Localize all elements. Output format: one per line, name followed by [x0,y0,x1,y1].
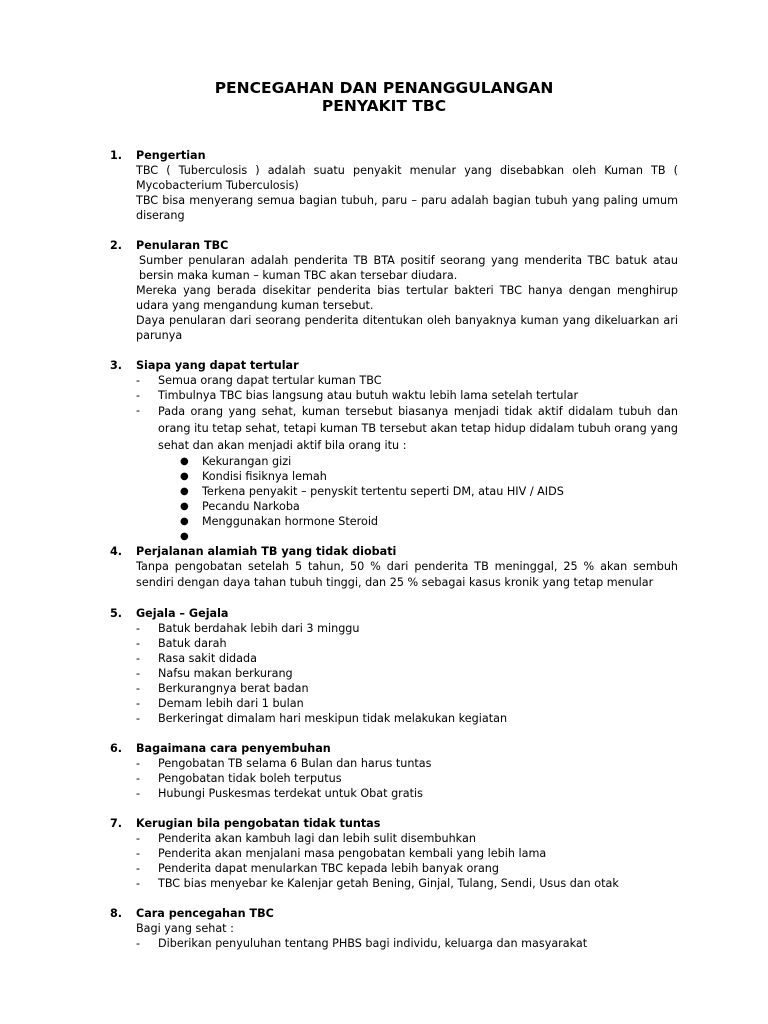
bullet-icon: ● [180,501,189,512]
section-title: Kerugian bila pengobatan tidak tuntas [136,817,381,830]
dash-marker: - [136,757,141,770]
dash-marker: - [136,389,141,402]
list-item: - Berkurangnya berat badan [136,682,309,695]
paragraph: Tanpa pengobatan setelah 5 tahun, 50 % dari penderita TB meninggal, 25 % akan sembuh sendiri dengan daya tahan tubuh tinggi, dan 25 % sebagai kasus kronik yang tetap menular [136,560,678,589]
section-title: Perjalanan alamiah TB yang tidak diobati [136,545,397,558]
list-item: - Penderita dapat menularkan TBC kepada lebih banyak orang [136,862,499,875]
dash-marker: - [136,404,141,417]
section-number: 5. [110,607,123,620]
dash-list [136,373,678,454]
document-title [0,79,768,115]
dash-marker: - [136,937,141,950]
dash-marker: - [136,652,141,665]
list-item: - Timbulnya TBC bias langsung atau butuh waktu lebih lama setelah tertular [136,389,579,402]
paragraph: Daya penularan dari seorang penderita ditentukan oleh banyaknya kuman yang dikeluarkan ari parunya [136,314,678,342]
section-heading [110,148,678,163]
list-item: - Semua orang dapat tertular kuman TBC [136,374,382,387]
dash-marker: - [136,772,141,785]
section-title: Pengertian [136,149,206,162]
section-number: 1. [110,149,123,162]
section-number: 6. [110,742,123,755]
section-number: 4. [110,545,123,558]
list-item: ● Pecandu Narkoba [180,500,300,513]
paragraph: Sumber penularan adalah penderita TB BTA positif seorang yang menderita TBC batuk atau bersin maka kuman – kuman TBC akan tersebar diudara. [139,254,678,282]
list-item: - Diberikan penyuluhan tentang PHBS bagi individu, keluarga dan masyarakat [136,937,588,950]
list-item: - Pada orang yang sehat, kuman tersebut biasanya menjadi tidak aktif didalam tubuh dan orang itu tetap sehat, tetapi kuman TB tersebut akan tetap hidup didalam tubuh orang yang sehat dan akan menjadi aktif bila orang itu : [136,404,678,452]
dash-marker: - [136,622,141,635]
list-item: ● Terkena penyakit – penyskit tertentu seperti DM, atau HIV / AIDS [180,485,564,498]
dash-marker: - [136,847,141,860]
section-penularan [110,238,678,343]
section-kerugian [110,816,678,891]
list-item: - Hubungi Puskesmas terdekat untuk Obat gratis [136,787,423,800]
section-heading [110,906,678,921]
dash-marker: - [136,862,141,875]
list-item: - TBC bias menyebar ke Kalenjar getah Bening, Ginjal, Tulang, Sendi, Usus dan otak [136,877,619,890]
dash-list [136,756,678,801]
bullet-icon: ● [180,531,189,542]
bullet-list [136,454,678,544]
paragraph: TBC bisa menyerang semua bagian tubuh, paru – paru adalah bagian tubuh yang paling umum diserang [136,194,678,222]
dash-list [136,621,678,726]
section-title: Penularan TBC [136,239,229,252]
dash-marker: - [136,637,141,650]
section-title: Gejala – Gejala [136,607,229,620]
list-item [180,529,678,544]
dash-marker: - [136,787,141,800]
list-item: - Demam lebih dari 1 bulan [136,697,304,710]
section-heading [110,358,678,373]
list-item: - Batuk berdahak lebih dari 3 minggu [136,622,360,635]
section-siapa-tertular [110,358,678,544]
list-item: - Pengobatan TB selama 6 Bulan dan harus tuntas [136,757,432,770]
section-heading [110,544,678,559]
bullet-icon: ● [180,456,189,467]
dash-marker: - [136,667,141,680]
dash-marker: - [136,712,141,725]
list-item: - Berkeringat dimalam hari meskipun tidak melakukan kegiatan [136,712,508,725]
bullet-icon: ● [180,516,189,527]
list-item: ● Kondisi fisiknya lemah [180,470,327,483]
section-penyembuhan [110,741,678,801]
list-item: - Penderita akan kambuh lagi dan lebih sulit disembuhkan [136,832,476,845]
dash-marker: - [136,697,141,710]
section-title: Cara pencegahan TBC [136,907,274,920]
title-line-2: PENYAKIT TBC [321,97,447,115]
bullet-icon: ● [180,486,189,497]
paragraph: Mereka yang berada disekitar penderita bias tertular bakteri TBC hanya dengan menghirup udara yang mengandung kuman tersebut. [136,284,678,312]
title-line-1: PENCEGAHAN DAN PENANGGULANGAN [214,79,554,97]
section-number: 3. [110,359,123,372]
section-pengertian [110,148,678,223]
bullet-icon: ● [180,471,189,482]
dash-marker: - [136,682,141,695]
section-heading [110,816,678,831]
document-content [110,148,678,966]
section-title: Bagaimana cara penyembuhan [136,742,331,755]
list-item: - Nafsu makan berkurang [136,667,293,680]
dash-marker: - [136,374,141,387]
section-gejala [110,606,678,726]
list-item: - Pengobatan tidak boleh terputus [136,772,342,785]
dash-marker: - [136,877,141,890]
section-heading [110,606,678,621]
list-item: ● Kekurangan gizi [180,455,292,468]
section-heading [110,238,678,253]
dash-list [136,936,678,951]
section-perjalanan-alamiah [110,544,678,591]
paragraph: TBC ( Tuberculosis ) adalah suatu penyakit menular yang disebabkan oleh Kuman TB ( Mycobacterium Tuberculosis) [136,164,678,192]
section-title: Siapa yang dapat tertular [136,359,299,372]
section-number: 8. [110,907,123,920]
dash-list [136,831,678,891]
list-item: - Penderita akan menjalani masa pengobatan kembali yang lebih lama [136,847,547,860]
list-item: ● Menggunakan hormone Steroid [180,515,379,528]
dash-marker: - [136,832,141,845]
section-number: 7. [110,817,123,830]
section-heading [110,741,678,756]
list-item: - Batuk darah [136,637,227,650]
section-pencegahan [110,906,678,951]
section-number: 2. [110,239,123,252]
subheading: Bagi yang sehat : [136,922,234,935]
list-item: - Rasa sakit didada [136,652,257,665]
